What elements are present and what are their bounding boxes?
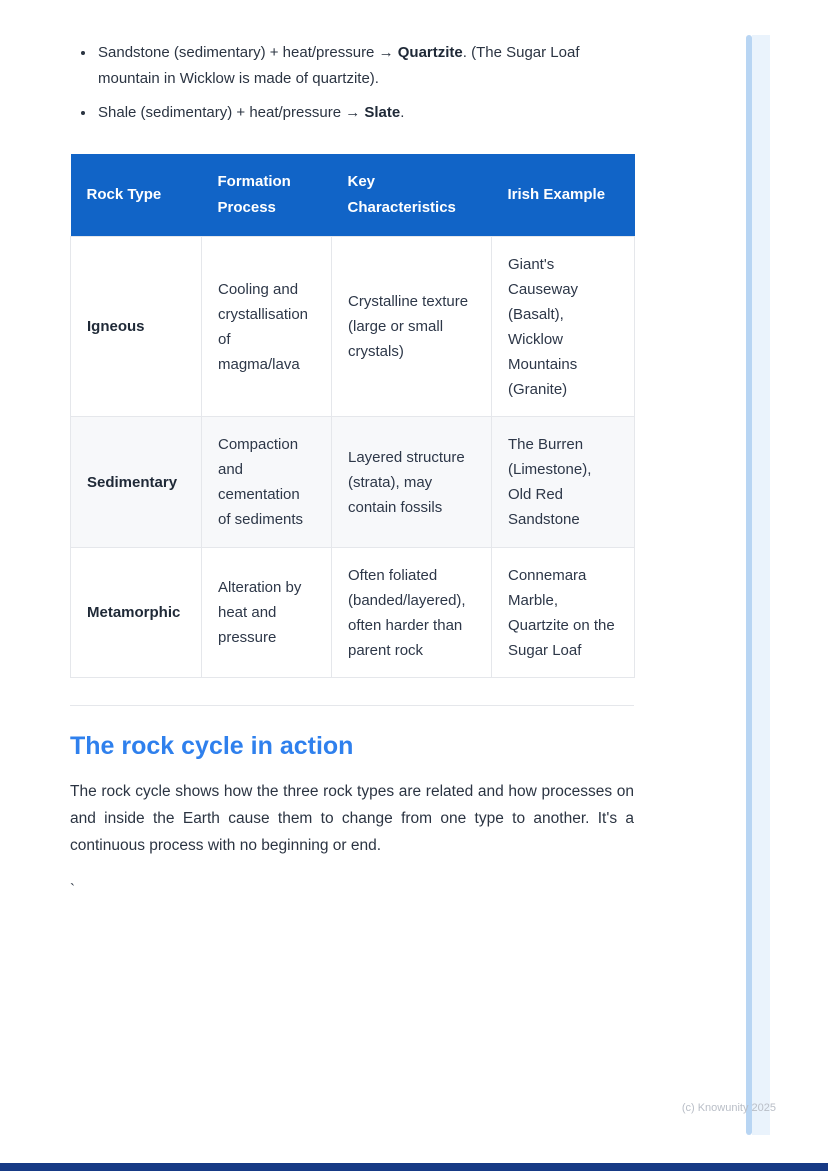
cell-rock-type: Igneous	[71, 237, 202, 417]
bullet-text-prefix: Sandstone (sedimentary) + heat/pressure →	[98, 44, 398, 61]
bullet-text-prefix: Shale (sedimentary) + heat/pressure →	[98, 104, 365, 121]
rock-types-table	[70, 154, 635, 678]
bullet-text-bold: Quartzite	[397, 44, 463, 61]
column-header-formation-process: Formation Process	[202, 154, 332, 237]
column-header-irish-example: Irish Example	[492, 154, 635, 237]
cell-formation-process: Alteration by heat and pressure	[202, 548, 332, 678]
table-row	[71, 417, 635, 548]
bullet-text-bold: Slate	[364, 104, 401, 121]
copyright-footer: (c) Knowunity 2025	[681, 1102, 776, 1114]
section-heading: The rock cycle in action	[70, 732, 354, 760]
page-edge-band	[752, 35, 770, 1135]
list-item	[96, 100, 634, 126]
section-paragraph: The rock cycle shows how the three rock types are related and how processes on and inside the Earth cause them to change from one type to another. It's a continuous process with no beginning or end.	[70, 783, 634, 854]
cell-rock-type: Sedimentary	[71, 417, 202, 548]
cell-formation-process: Cooling and crystallisation of magma/lava	[202, 237, 332, 417]
cell-rock-type: Metamorphic	[71, 548, 202, 678]
cell-formation-process: Compaction and cementation of sediments	[202, 417, 332, 548]
table-header-row	[71, 154, 635, 237]
stray-backtick: `	[70, 881, 75, 898]
page-bottom-bar	[0, 1163, 828, 1171]
cell-irish-example: Giant's Causeway (Basalt), Wicklow Mountains (Granite)	[492, 237, 635, 417]
cell-key-characteristics: Crystalline texture (large or small crystals)	[332, 237, 492, 417]
bullet-text-suffix: . (The Sugar Loaf mountain in Wicklow is made of quartzite).	[98, 44, 580, 87]
column-header-key-characteristics: Key Characteristics	[332, 154, 492, 237]
cell-key-characteristics: Often foliated (banded/layered), often harder than parent rock	[332, 548, 492, 678]
cell-irish-example: The Burren (Limestone), Old Red Sandstone	[492, 417, 635, 548]
section-divider	[70, 705, 634, 706]
cell-irish-example: Connemara Marble, Quartzite on the Sugar Loaf	[492, 548, 635, 678]
cell-key-characteristics: Layered structure (strata), may contain fossils	[332, 417, 492, 548]
page-edge-accent	[746, 35, 752, 1135]
document-content	[70, 0, 634, 898]
table-row	[71, 548, 635, 678]
column-header-rock-type: Rock Type	[71, 154, 202, 237]
list-item	[96, 40, 634, 92]
bullet-text-suffix: .	[400, 104, 405, 121]
bullet-list	[70, 40, 634, 126]
table-row	[71, 237, 635, 417]
